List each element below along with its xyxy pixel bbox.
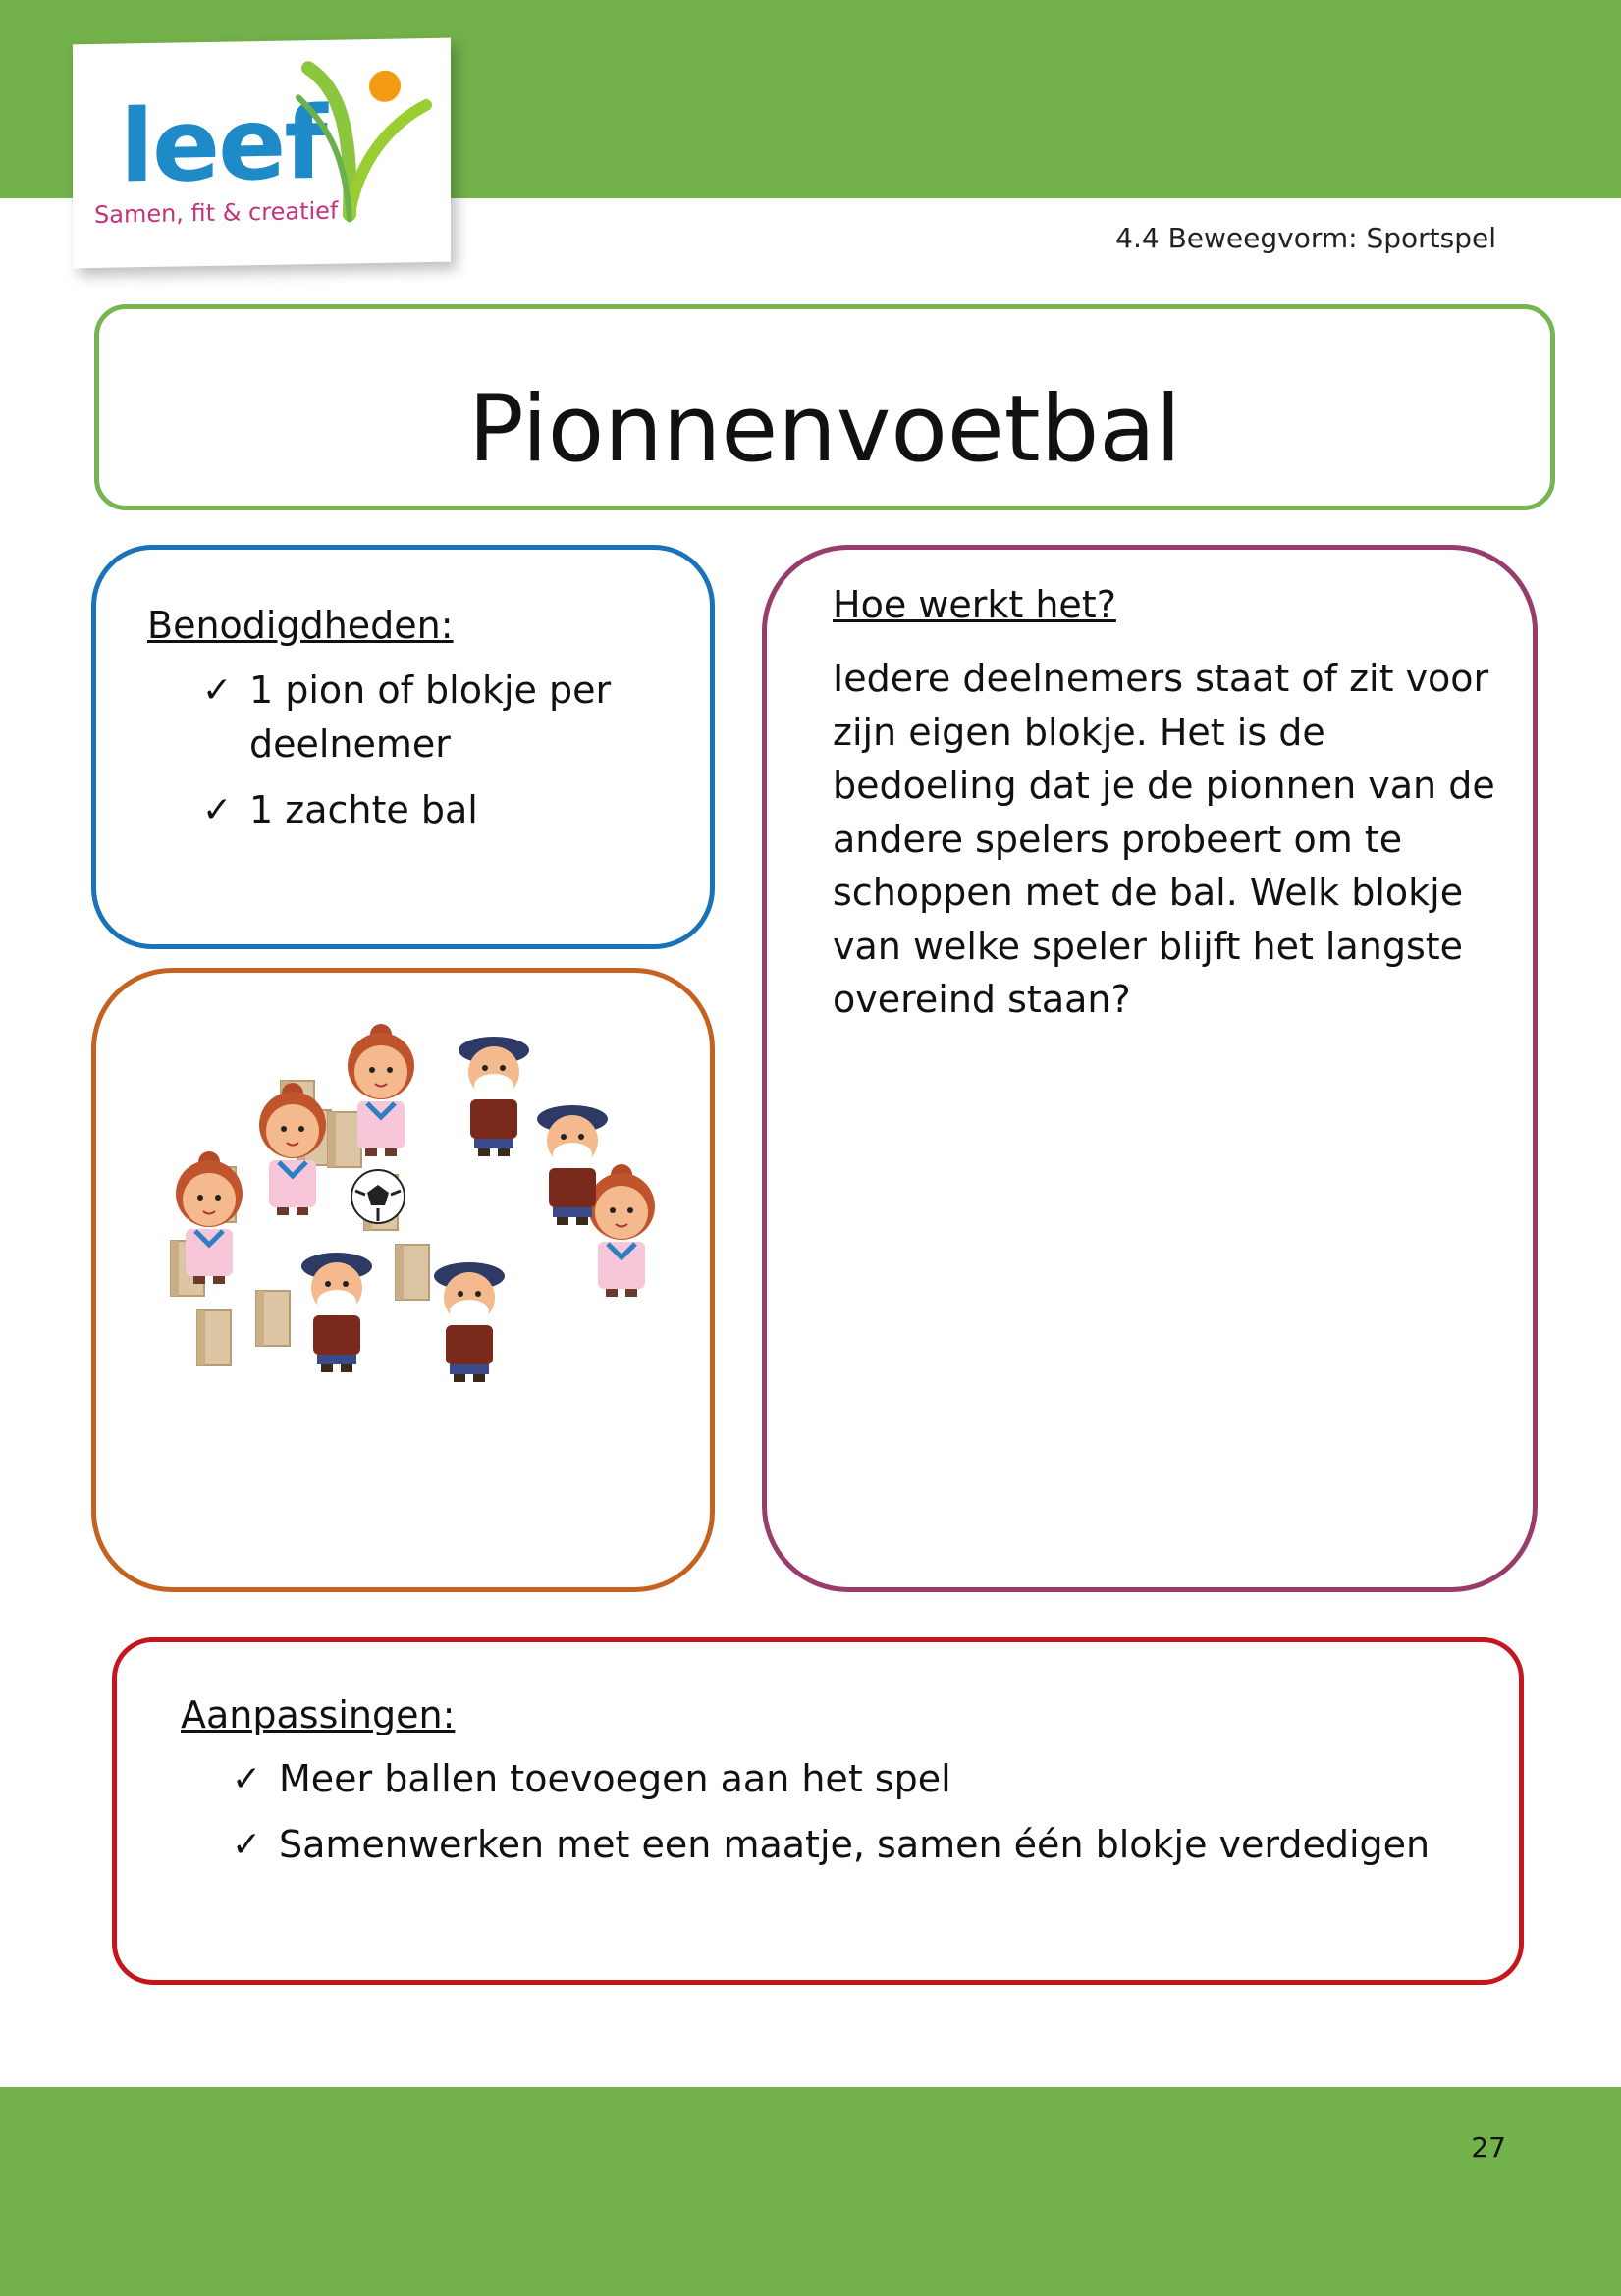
list-item [202, 783, 624, 837]
footer-band [0, 2087, 1621, 2296]
illustration-box [91, 968, 715, 1592]
how-text: Iedere deelnemers staat of zit voor zijn eigen blokje. Het is de bedoeling dat je de pionnen van de andere spelers probeert om te schoppen met de bal. Welk blokje van welke speler blijft het langste overeind staan? [833, 657, 1495, 1021]
logo-figure-icon [240, 46, 446, 256]
page-number: 27 [1471, 2131, 1506, 2163]
how-it-works-box [762, 545, 1538, 1592]
how-heading: Hoe werkt het? [833, 583, 1116, 626]
check-icon: ✓ [202, 790, 233, 830]
list-item-text: Meer ballen toevoegen aan het spel [279, 1757, 951, 1800]
title-box [94, 304, 1555, 510]
requirements-heading: Benodigdheden: [147, 604, 454, 647]
list-item-text: Samenwerken met een maatje, samen één blokje verdedigen [279, 1823, 1431, 1866]
adaptations-heading: Aanpassingen: [181, 1693, 456, 1736]
players-circle-illustration [96, 973, 710, 1587]
football-icon [351, 1170, 405, 1223]
list-item-text: 1 zachte bal [249, 788, 478, 831]
adaptations-list [232, 1752, 1459, 1884]
check-icon: ✓ [202, 670, 233, 711]
list-item [202, 664, 624, 772]
section-label: 4.4 Beweegvorm: Sportspel [1115, 222, 1496, 254]
adaptations-box [112, 1637, 1524, 1985]
requirements-box [91, 545, 715, 949]
list-item-text: 1 pion of blokje per deelnemer [249, 668, 612, 766]
requirements-list [202, 664, 624, 849]
logo-wordmark: leef [120, 84, 326, 206]
logo [73, 38, 451, 269]
list-item [232, 1752, 1459, 1806]
check-icon: ✓ [232, 1825, 262, 1865]
check-icon: ✓ [232, 1759, 262, 1799]
logo-tagline: Samen, fit & creatief [94, 196, 339, 229]
page-title: Pionnenvoetbal [467, 376, 1182, 483]
list-item [232, 1818, 1459, 1872]
